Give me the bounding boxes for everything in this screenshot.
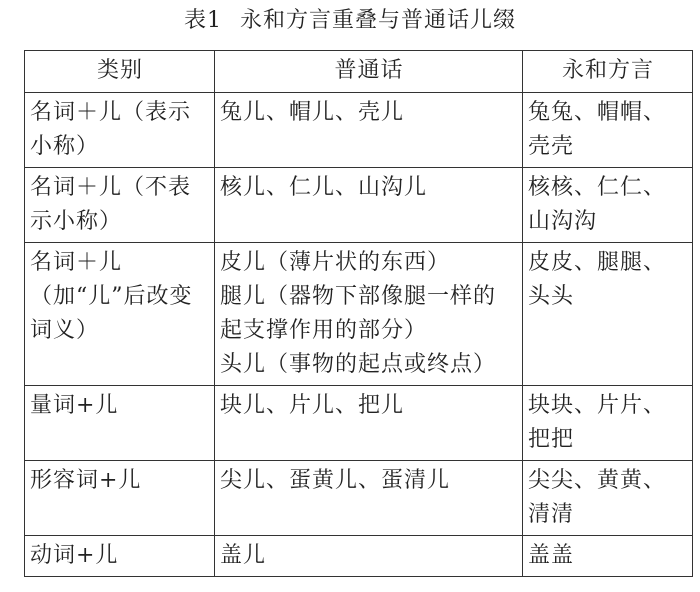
mandarin-cell (215, 93, 523, 168)
yonghe-cell: 尖尖、黄黄、清清 (523, 461, 693, 536)
table-number: 表1 (183, 8, 222, 33)
yonghe-cell: 皮皮、腿腿、头头 (523, 243, 693, 386)
mandarin-line: 核儿、仁儿、山沟儿 (220, 175, 428, 200)
mandarin-line: 盖儿 (220, 543, 267, 568)
mandarin-line: 兔儿、帽儿、壳儿 (220, 100, 405, 125)
mandarin-cell (215, 168, 523, 243)
header-row (25, 51, 693, 93)
table-row (25, 93, 693, 168)
mandarin-line: 尖儿、蛋黄儿、蛋清儿 (220, 468, 451, 493)
mandarin-cell (215, 243, 523, 386)
header-category: 类别 (25, 51, 215, 93)
yonghe-cell: 块块、片片、把把 (523, 386, 693, 461)
category-cell: 动词+儿 (25, 536, 215, 577)
category-cell: 形容词+儿 (25, 461, 215, 536)
table-row (25, 243, 693, 386)
mandarin-line: 头儿（事物的起点或终点） (220, 352, 497, 377)
category-cell: 名词＋儿（表示小称） (25, 93, 215, 168)
yonghe-cell: 核核、仁仁、山沟沟 (523, 168, 693, 243)
table-row (25, 386, 693, 461)
mandarin-cell (215, 536, 523, 577)
mandarin-line: 腿儿（器物下部像腿一样的起支撑作用的部分） (220, 284, 497, 343)
mandarin-line: 皮儿（薄片状的东西） (220, 250, 451, 275)
table-caption (0, 6, 700, 36)
category-cell: 名词＋儿（加“儿”后改变词义） (25, 243, 215, 386)
header-mandarin: 普通话 (215, 51, 523, 93)
header-yonghe: 永和方言 (523, 51, 693, 93)
comparison-table (24, 50, 693, 577)
mandarin-line: 块儿、片儿、把儿 (220, 393, 405, 418)
table-title: 永和方言重叠与普通话儿缀 (239, 8, 516, 33)
category-cell: 量词+儿 (25, 386, 215, 461)
yonghe-cell: 兔兔、帽帽、壳壳 (523, 93, 693, 168)
yonghe-cell: 盖盖 (523, 536, 693, 577)
mandarin-cell (215, 386, 523, 461)
table-row (25, 461, 693, 536)
table-row (25, 536, 693, 577)
table-row (25, 168, 693, 243)
mandarin-cell (215, 461, 523, 536)
category-cell: 名词＋儿（不表示小称） (25, 168, 215, 243)
